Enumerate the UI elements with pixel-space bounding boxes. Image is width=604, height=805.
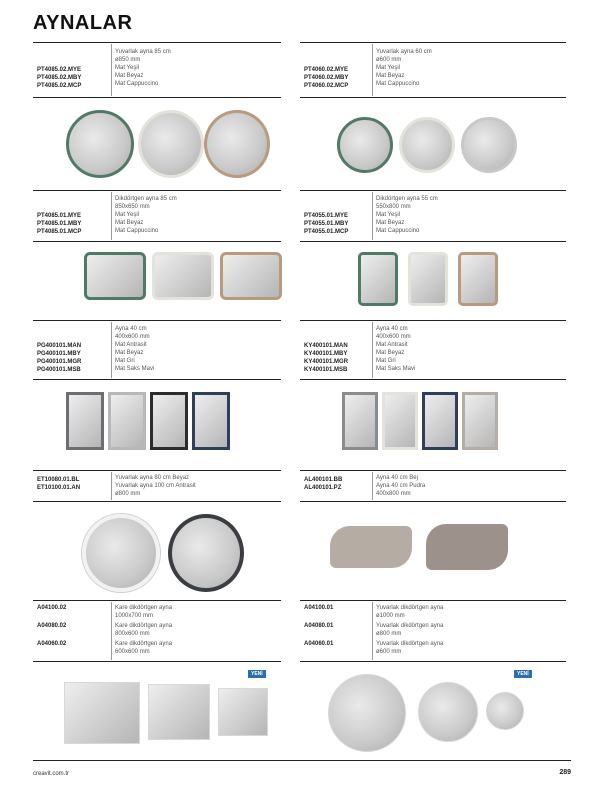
product-desc: Ayna 40 cm bbox=[115, 326, 147, 332]
product-desc: Mat Yeşil bbox=[115, 65, 140, 71]
footer-divider bbox=[33, 760, 571, 761]
mirror-white-image bbox=[152, 252, 214, 300]
product-code: PG400101.MAN bbox=[37, 343, 82, 349]
product-code: KY400101.MSB bbox=[304, 367, 348, 373]
product-desc: Mat Yeşil bbox=[115, 212, 140, 218]
product-desc: 400x800 mm bbox=[376, 491, 411, 497]
product-desc: Mat Beyaz bbox=[115, 350, 144, 356]
mirror-green-image bbox=[84, 252, 146, 300]
mirror-small-image bbox=[486, 692, 524, 730]
mirror-navy-image bbox=[422, 392, 458, 450]
mirror-white-image bbox=[382, 392, 418, 450]
product-desc: Yuvarlak dikdörtgen ayna bbox=[376, 605, 444, 611]
mirror-grey-image bbox=[462, 392, 498, 450]
mirror-white-image bbox=[399, 117, 455, 173]
rect-mirrors-pt4085 bbox=[82, 250, 288, 304]
new-badge: YENİ bbox=[248, 670, 266, 678]
product-code: PT4085.01.MBY bbox=[37, 221, 82, 227]
framed-mirrors-pg400101 bbox=[64, 390, 234, 454]
product-desc: Mat Yeşil bbox=[376, 212, 401, 218]
mirror-anthracite-image bbox=[66, 392, 104, 450]
footer-url[interactable]: creavit.com.tr bbox=[33, 771, 70, 777]
product-desc: ø600 mm bbox=[376, 57, 402, 63]
product-desc: Dikdörtgen ayna 55 cm bbox=[376, 196, 438, 202]
product-code: PT4060.02.MCP bbox=[304, 83, 349, 89]
product-desc: ø600 mm bbox=[376, 649, 402, 655]
product-code: KY400101.MGR bbox=[304, 359, 349, 365]
product-desc: ø800 mm bbox=[115, 491, 141, 497]
product-desc: Mat Cappuccino bbox=[376, 228, 420, 234]
product-desc: 600x600 mm bbox=[115, 649, 150, 655]
product-desc: Kare dikdörtgen ayna bbox=[115, 623, 173, 629]
product-code: A04080.01 bbox=[304, 623, 334, 629]
product-desc: ø1000 mm bbox=[376, 613, 405, 619]
mirror-navy-image bbox=[192, 392, 230, 450]
mirror-large-image bbox=[328, 674, 406, 752]
product-desc: Mat Beyaz bbox=[376, 220, 405, 226]
product-desc: Mat Beyaz bbox=[376, 73, 405, 79]
round-mirrors-pt4085 bbox=[60, 108, 280, 184]
product-desc: Mat Beyaz bbox=[115, 220, 144, 226]
product-desc: 800x600 mm bbox=[115, 631, 150, 637]
product-desc: 400x600 mm bbox=[115, 334, 150, 340]
product-desc: Mat Beyaz bbox=[115, 73, 144, 79]
product-section-pt4085-02 bbox=[33, 42, 281, 98]
product-code: PG400101.MBY bbox=[37, 351, 81, 357]
mirror-anthracite-image bbox=[342, 392, 378, 450]
product-code: PT4085.01.MCP bbox=[37, 229, 82, 235]
product-code: PT4085.02.MBY bbox=[37, 75, 82, 81]
product-desc: Mat Antrasit bbox=[115, 342, 147, 348]
product-code: PG400101.MSB bbox=[37, 367, 81, 373]
round-mirrors-et bbox=[80, 512, 250, 596]
mirror-large-image bbox=[64, 682, 140, 744]
product-section-al400101 bbox=[300, 470, 566, 502]
product-code: KY400101.MBY bbox=[304, 351, 348, 357]
mirror-medium-image bbox=[148, 684, 210, 740]
mirror-medium-image bbox=[418, 682, 478, 742]
product-code: ET10080.01.BL bbox=[37, 477, 80, 483]
product-section-a04-round bbox=[300, 600, 566, 662]
product-desc: Mat Saks Mavi bbox=[115, 366, 155, 372]
mirror-cappuccino-image bbox=[220, 252, 282, 300]
page-title: AYNALAR bbox=[33, 12, 133, 34]
mirror-white-image bbox=[138, 110, 204, 178]
product-desc: Mat Cappuccino bbox=[376, 81, 420, 87]
product-code: PT4055.01.MCP bbox=[304, 229, 349, 235]
mirror-green-image bbox=[66, 110, 134, 178]
product-section-ky400101 bbox=[300, 320, 566, 380]
product-desc: ø850 mm bbox=[115, 57, 141, 63]
product-desc: Dikdörtgen ayna 85 cm bbox=[115, 196, 177, 202]
product-desc: Yuvarlak dikdörtgen ayna bbox=[376, 623, 444, 629]
product-desc: Kare dikdörtgen ayna bbox=[115, 605, 173, 611]
product-desc: Mat Cappuccino bbox=[115, 228, 159, 234]
product-desc: Yuvarlak ayna 80 cm Beyaz bbox=[115, 475, 190, 481]
product-desc: Yuvarlak ayna 85 cm bbox=[115, 49, 171, 55]
product-code: A04080.02 bbox=[37, 623, 67, 629]
mirror-cappuccino-image bbox=[204, 110, 270, 178]
product-desc: Mat Gri bbox=[376, 358, 396, 364]
product-code: PT4085.02.MYE bbox=[37, 67, 82, 73]
product-desc: 850x650 mm bbox=[115, 204, 150, 210]
mirror-grey-image bbox=[150, 392, 188, 450]
product-section-pt4060-02 bbox=[300, 42, 566, 98]
product-desc: 400x600 mm bbox=[376, 334, 411, 340]
product-desc: Mat Antrasit bbox=[376, 342, 408, 348]
product-code: PT4085.02.MCP bbox=[37, 83, 82, 89]
product-desc: Mat Cappuccino bbox=[115, 81, 159, 87]
product-code: PT4060.02.MBY bbox=[304, 75, 349, 81]
product-code: A04100.02 bbox=[37, 605, 67, 611]
mirror-beige-image bbox=[330, 526, 412, 568]
product-code: AL400101.BB bbox=[304, 477, 343, 483]
product-desc: ø800 mm bbox=[376, 631, 402, 637]
product-code: PT4055.01.MBY bbox=[304, 221, 349, 227]
product-desc: 550x800 mm bbox=[376, 204, 411, 210]
product-code: A04060.01 bbox=[304, 641, 334, 647]
product-desc: Ayna 40 cm bbox=[376, 326, 408, 332]
round-mirrors-pt4060 bbox=[335, 115, 525, 175]
plain-mirrors-a04 bbox=[62, 680, 272, 746]
mirror-cappuccino-image bbox=[461, 117, 517, 173]
pill-mirrors-al400101 bbox=[328, 522, 518, 578]
mirror-green-image bbox=[358, 252, 398, 306]
mirror-anthracite-image bbox=[168, 514, 244, 592]
product-section-pg400101 bbox=[33, 320, 281, 380]
product-section-pt4055-01 bbox=[300, 190, 566, 242]
new-badge: YENİ bbox=[514, 670, 532, 678]
product-desc: Mat Yeşil bbox=[376, 65, 401, 71]
plain-round-mirrors-a04 bbox=[326, 672, 526, 752]
product-desc: 1000x700 mm bbox=[115, 613, 154, 619]
framed-mirrors-ky400101 bbox=[340, 390, 506, 454]
page-number: 289 bbox=[559, 769, 571, 776]
rect-mirrors-pt4055 bbox=[356, 250, 502, 308]
mirror-cappuccino-image bbox=[458, 252, 498, 306]
product-code: ET10100.01.AN bbox=[37, 485, 81, 491]
product-desc: Yuvarlak ayna 100 cm Antrasit bbox=[115, 483, 196, 489]
mirror-small-image bbox=[218, 688, 268, 736]
product-desc: Ayna 40 cm Bej bbox=[376, 475, 418, 481]
mirror-white-image bbox=[408, 252, 448, 306]
product-desc: Kare dikdörtgen ayna bbox=[115, 641, 173, 647]
product-section-a04-square bbox=[33, 600, 281, 662]
mirror-green-image bbox=[337, 117, 393, 173]
product-desc: Yuvarlak dikdörtgen ayna bbox=[376, 641, 444, 647]
product-code: A04060.02 bbox=[37, 641, 67, 647]
mirror-white-image bbox=[82, 514, 160, 592]
product-desc: Yuvarlak ayna 60 cm bbox=[376, 49, 432, 55]
product-code: PG400101.MGR bbox=[37, 359, 82, 365]
product-code: PT4055.01.MYE bbox=[304, 213, 349, 219]
product-section-pt4085-01 bbox=[33, 190, 281, 242]
product-code: A04100.01 bbox=[304, 605, 334, 611]
product-desc: Mat Beyaz bbox=[376, 350, 405, 356]
product-code: KY400101.MAN bbox=[304, 343, 348, 349]
product-code: PT4060.02.MYE bbox=[304, 67, 349, 73]
product-code: PT4085.01.MYE bbox=[37, 213, 82, 219]
mirror-powder-image bbox=[426, 524, 508, 570]
mirror-white-image bbox=[108, 392, 146, 450]
product-section-et bbox=[33, 470, 281, 502]
product-code: AL400101.PZ bbox=[304, 485, 342, 491]
product-desc: Mat Saks Mavi bbox=[376, 366, 416, 372]
product-desc: Mat Gri bbox=[115, 358, 135, 364]
product-desc: Ayna 40 cm Pudra bbox=[376, 483, 426, 489]
